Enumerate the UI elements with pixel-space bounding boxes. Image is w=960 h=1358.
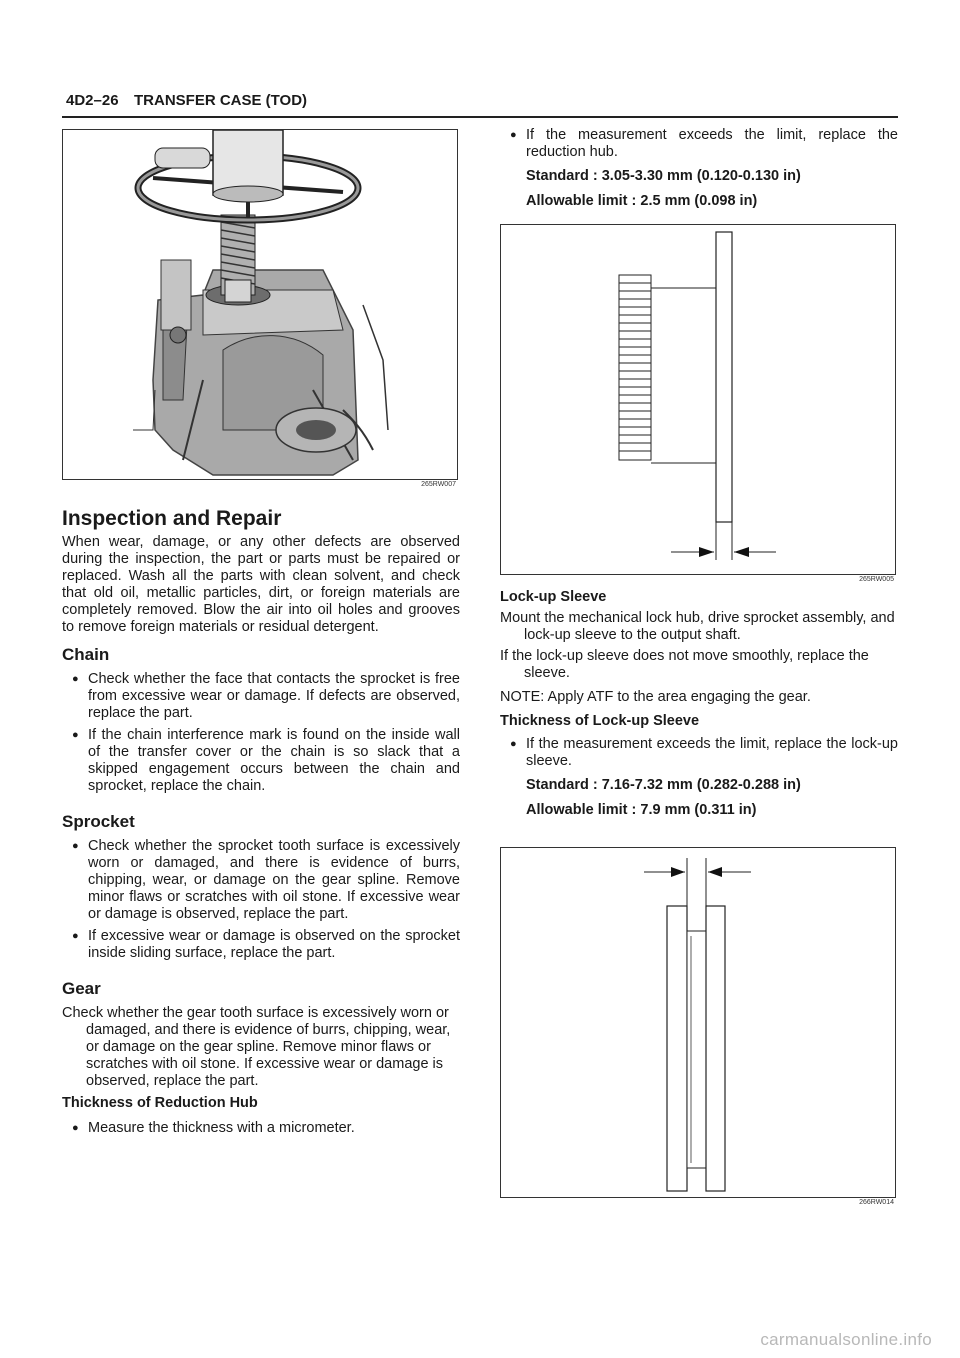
hub-limit: Allowable limit : 2.5 mm (0.098 in) — [526, 193, 758, 209]
lockup-sleeve-heading: Lock-up Sleeve — [500, 589, 607, 605]
lockup-sleeve-diagram — [501, 848, 895, 1197]
list-item — [62, 928, 460, 962]
gear-paragraph: Check whether the gear tooth surface is excessively worn or damaged, and there is evidence of burrs, chipping, wear, or damage on the gear spline. Remove minor flaws or scratches with oil stone. If excessive wear or damage is observed, replace the part. — [62, 1005, 451, 1089]
figure-lockup-sleeve — [500, 847, 896, 1198]
bullet-icon: ● — [72, 1122, 79, 1134]
reduction-hub-diagram — [501, 225, 895, 574]
lockup-limit: Allowable limit : 7.9 mm (0.311 in) — [526, 802, 757, 818]
figure-caption: 265RW005 — [859, 576, 894, 583]
figure-caption: 265RW007 — [421, 481, 456, 488]
sprocket-bullet-2: If excessive wear or damage is observed on the sprocket inside sliding surface, replace the part. — [88, 928, 460, 961]
bullet-icon: ● — [72, 729, 79, 741]
hub-standard: Standard : 3.05-3.30 mm (0.120-0.130 in) — [526, 168, 801, 184]
watermark: carmanualsonline.info — [760, 1330, 932, 1349]
figure-press-photo — [62, 129, 458, 480]
subheading-gear: Gear — [62, 979, 101, 998]
list-item — [62, 1120, 460, 1137]
chain-bullet-2: If the chain interference mark is found on the inside wall of the transfer cover or the chain is so slack that a skipped engagement occurs between the chain and sprocket, replace the chain. — [88, 727, 460, 794]
bullet-icon: ● — [510, 738, 517, 750]
list-item — [500, 127, 898, 161]
bullet-icon: ● — [510, 129, 517, 141]
list-item — [62, 671, 460, 722]
left-column — [62, 507, 460, 1137]
list-item — [62, 727, 460, 795]
subheading-chain: Chain — [62, 645, 110, 664]
section-number: 4D2–26 — [66, 92, 119, 109]
press-tool-illustration — [63, 130, 457, 479]
lockup-sleeve-p2: If the lock-up sleeve does not move smoothly, replace the sleeve. — [500, 648, 869, 681]
lockup-bullet: If the measurement exceeds the limit, replace the lock-up sleeve. — [526, 736, 898, 769]
reduction-hub-bullet: Measure the thickness with a micrometer. — [88, 1120, 355, 1136]
hub-bullet: If the measurement exceeds the limit, replace the reduction hub. — [526, 127, 898, 160]
header-rule — [62, 116, 898, 118]
figure-caption: 266RW014 — [859, 1199, 894, 1206]
bullet-icon: ● — [72, 930, 79, 942]
list-item — [62, 838, 460, 923]
bullet-icon: ● — [72, 673, 79, 685]
lockup-sleeve-p1: Mount the mechanical lock hub, drive sprocket assembly, and lock-up sleeve to the output shaft. — [500, 610, 895, 643]
right-column-top — [500, 127, 898, 210]
intro-paragraph: When wear, damage, or any other defects are observed during the inspection, the part or parts must be repaired or replaced. Wash all the parts with clean solvent, and check that old oil, metallic particles, dirt, or foreign materials are completely removed. Blow the air into oil holes and grooves to remove foreign materials or residual detergent. — [62, 534, 460, 635]
reduction-hub-label: Thickness of Reduction Hub — [62, 1095, 258, 1111]
bullet-icon: ● — [72, 840, 79, 852]
right-column-middle — [500, 589, 898, 819]
sprocket-bullet-1: Check whether the sprocket tooth surface is excessively worn or damaged, and there is evidence of burrs, chipping, wear, or damage on the gear spline. Remove minor flaws or scratches with oil stone. If excessive wear or damage is observed, replace the part. — [88, 838, 460, 922]
list-item — [500, 736, 898, 770]
lockup-standard: Standard : 7.16-7.32 mm (0.282-0.288 in) — [526, 777, 801, 793]
chain-bullet-1: Check whether the face that contacts the sprocket is free from excessive wear or damage. If defects are observed, replace the part. — [88, 671, 460, 721]
figure-reduction-hub — [500, 224, 896, 575]
page-title: TRANSFER CASE (TOD) — [134, 92, 308, 109]
section-heading-inspection: Inspection and Repair — [62, 507, 282, 530]
lockup-thickness-label: Thickness of Lock-up Sleeve — [500, 713, 700, 729]
subheading-sprocket: Sprocket — [62, 812, 135, 831]
lockup-sleeve-note: NOTE: Apply ATF to the area engaging the gear. — [500, 689, 811, 705]
